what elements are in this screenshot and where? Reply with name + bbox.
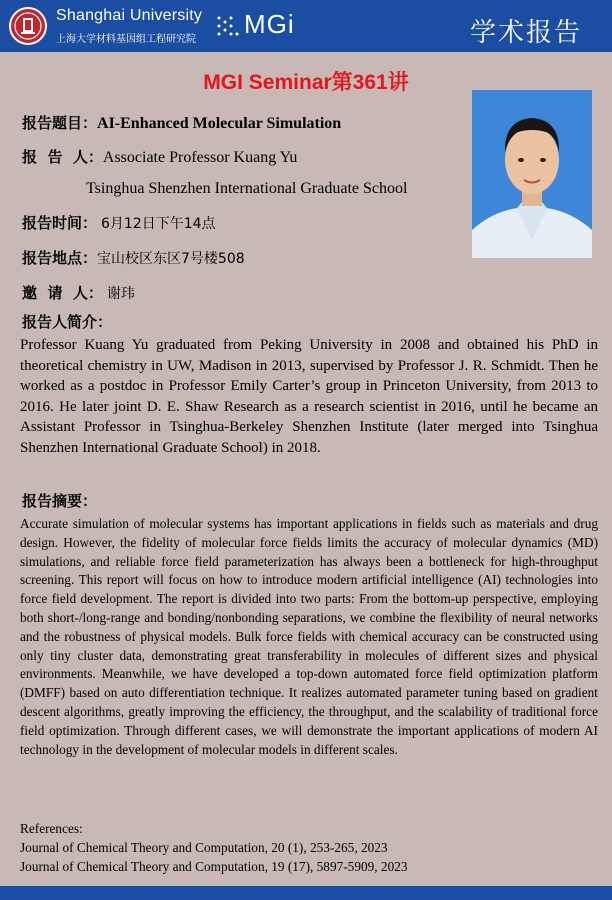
- university-name-cn: 上海大学材料基因组工程研究院: [56, 34, 196, 45]
- topic-label: 报告题目：: [22, 114, 98, 132]
- speaker-portrait-icon: [472, 90, 592, 258]
- references: [20, 820, 598, 876]
- speaker-photo: [472, 90, 592, 258]
- topic-value: AI-Enhanced Molecular Simulation: [97, 115, 342, 132]
- speaker-value: Associate Professor Kuang Yu: [102, 149, 298, 166]
- speaker-label: 报 告 人：: [22, 148, 103, 166]
- affiliation-row: [86, 180, 407, 198]
- references-label: References:: [20, 821, 83, 836]
- speaker-row: [22, 146, 297, 167]
- place-label: 报告地点：: [22, 249, 98, 267]
- topic-row: [22, 112, 341, 133]
- mgi-logo-text: MGi: [244, 9, 295, 39]
- abstract-heading: 报告摘要：: [22, 492, 98, 510]
- bio-heading: 报告人简介：: [22, 313, 113, 331]
- place-value: 宝山校区东区7号楼508: [97, 251, 245, 267]
- time-row: [22, 212, 216, 233]
- reference-item: Journal of Chemical Theory and Computation, 19 (17), 5897-5909, 2023: [20, 858, 408, 874]
- footer-bar: [0, 886, 612, 900]
- host-row: [22, 282, 135, 303]
- university-name-en: Shanghai University: [56, 7, 203, 24]
- speaker-bio: Professor Kuang Yu graduated from Peking University in 2008 and obtained his PhD in theoretical chemistry in UW, Madison in 2013, supervised by Professor J. R. Schmidt. Then he worked as a postdoc in Professor Emily Carter’s group in Princeton University, from 2013 to 2016. He later joint D. E. Shaw Research as a research scientist in 2016, until he became an Assistant Professor in Tsinghua-Berkeley Shenzhen Institute (later merged into Tsinghua Shenzhen International Graduate School) in 2018.: [20, 337, 598, 456]
- university-seal-icon: [9, 7, 47, 45]
- time-value: 6月12日下午14点: [101, 216, 216, 232]
- academic-report-title: 学术报告: [469, 18, 582, 48]
- place-row: [22, 247, 245, 268]
- speaker-affiliation: Tsinghua Shenzhen International Graduate School: [86, 180, 408, 197]
- host-value: 谢玮: [106, 286, 135, 302]
- time-label: 报告时间：: [22, 214, 98, 232]
- header-bar: [0, 0, 612, 52]
- seminar-title: MGI Seminar第361讲: [203, 71, 409, 94]
- host-label: 邀 请 人：: [22, 284, 103, 302]
- reference-item: Journal of Chemical Theory and Computation, 20 (1), 253-265, 2023: [20, 839, 388, 855]
- abstract-text: Accurate simulation of molecular systems has important applications in fields such as materials and drug design. However, the fidelity of molecular force fields limits the accuracy of molecular dynamics (MD) simulations, and reliable force field parameterization has always been a bottleneck for high-throughput screening. This report will focus on how to introduce modern artificial intelligence (AI) technologies into force field development. The report is divided into two parts: From the bottom-up perspective, employing both short-/long-range and bonding/nonbonding separations, we combine the flexibility of neural networks and the robustness of physical models. Bulk force fields with chemical accuracy can be constructed using only tiny cluster data, demonstrating great transferability in molecules of different sizes and physical environments. Meanwhile, we have developed a top-down automated force field optimization platform (DMFF) based on auto differentiation technique. It realizes automated parameter tuning based on gradient descent algorithms, greatly improving the efficiency, the throughput, and the scalability of traditional force field optimization. Through different cases, we will demonstrate the important applications of modern AI technology in the development of molecular models in different scales.: [20, 516, 598, 757]
